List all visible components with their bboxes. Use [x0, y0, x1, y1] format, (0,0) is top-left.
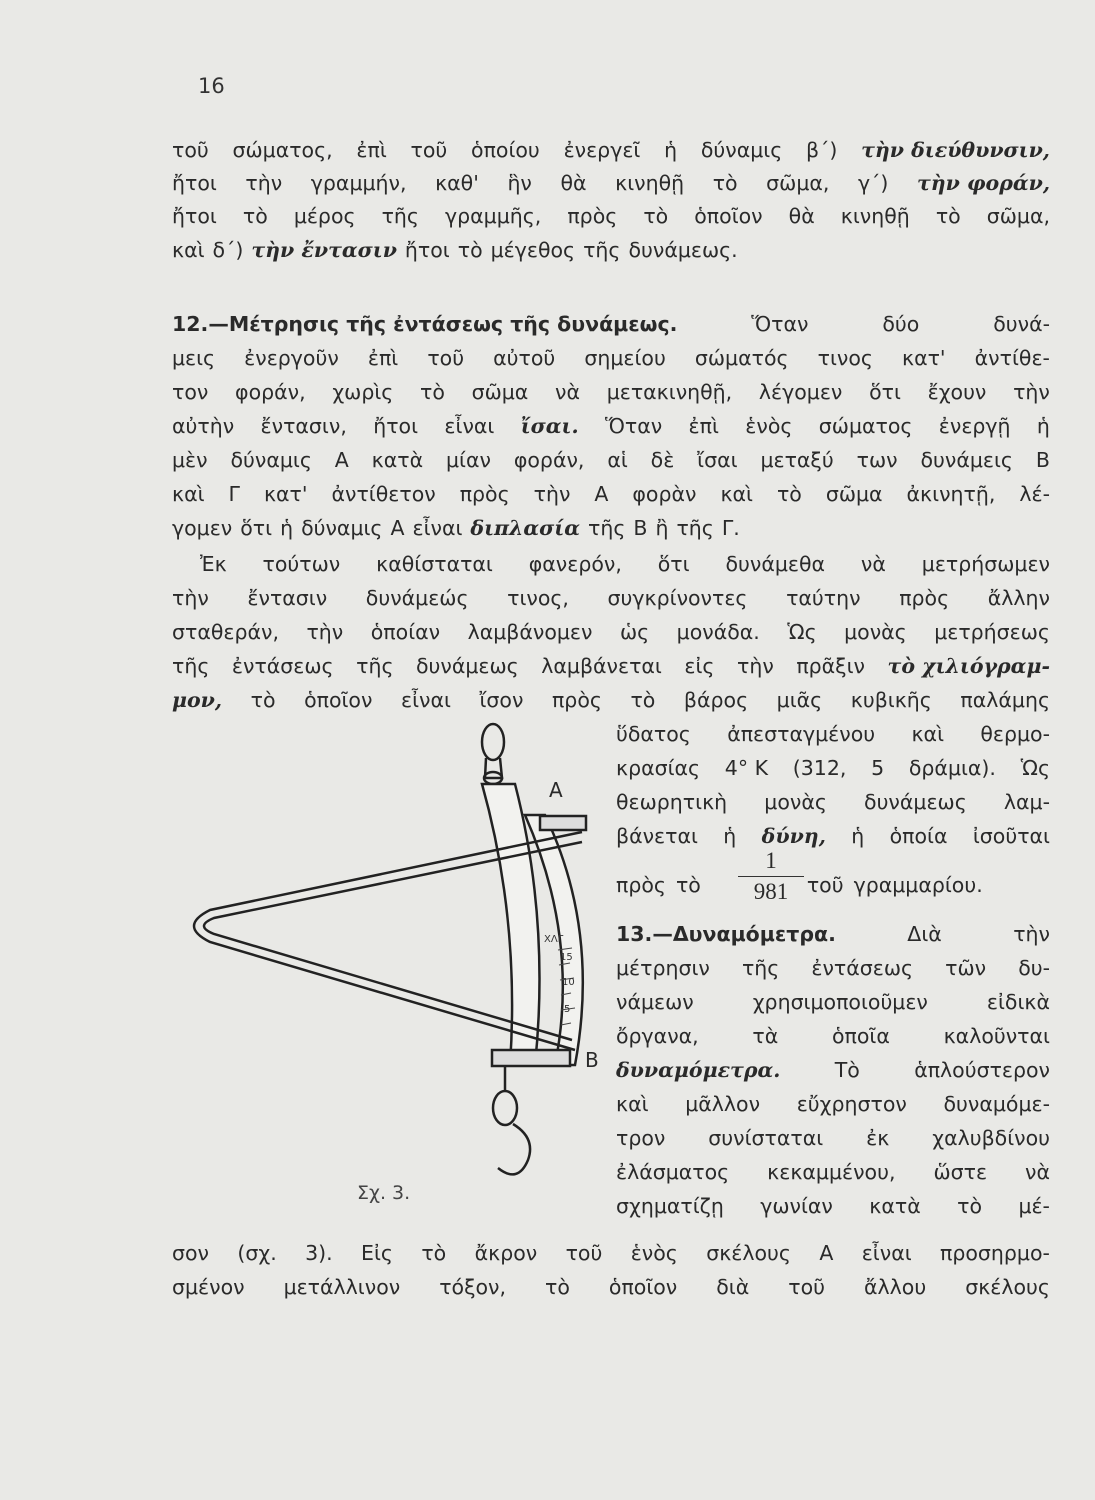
word: τὴν [1013, 922, 1050, 946]
word: ἁπλούστερον [914, 1058, 1050, 1082]
word: εὔχρηστον [796, 1092, 907, 1116]
word: μᾶλλον [685, 1092, 761, 1116]
word: καὶ [911, 722, 945, 746]
word: σῶμα [825, 482, 883, 506]
text-line [172, 581, 1050, 615]
word: ὅτι [240, 516, 273, 540]
word: κυβικῆς [850, 688, 932, 712]
word: σμένον [172, 1275, 245, 1299]
word: δυ- [1018, 956, 1050, 980]
word: προσηρμο- [940, 1241, 1050, 1265]
word: δυνάμεθα [725, 552, 826, 576]
word: κατὰ [371, 448, 424, 472]
word: ὁποῖον [694, 204, 763, 228]
word: ὄργανα, [616, 1024, 699, 1048]
label-a: Α [549, 778, 563, 802]
dynamometer-figure [180, 720, 600, 1190]
word: μονάδα. [676, 620, 760, 644]
text-line [172, 409, 1050, 443]
word: ὁποίου [471, 138, 540, 162]
word: Διὰ [907, 922, 942, 946]
word: 4° Κ [724, 756, 769, 780]
word: φανερόν, [528, 552, 622, 576]
word: αἱ [607, 448, 628, 472]
word: ἐντάσεως [811, 956, 914, 980]
word: κινηθῇ [840, 204, 910, 228]
word: Α [819, 1241, 834, 1265]
word: τοῦ [806, 873, 844, 897]
word: μέγεθος [490, 238, 576, 262]
word: φορὰν [632, 482, 697, 506]
word: συνίσταται [708, 1126, 824, 1150]
word: γομεν [172, 516, 233, 540]
word: διὰ [716, 1275, 750, 1299]
word: μεταξύ [760, 448, 834, 472]
word: τὴν διεύθυνσιν, [861, 138, 1050, 162]
word: ἀντίθε- [974, 346, 1050, 370]
word: ὅτι [869, 380, 901, 404]
word: εἰδικὰ [986, 990, 1050, 1014]
fraction-denominator: 981 [753, 879, 789, 904]
word: ἔντασιν, [260, 414, 347, 438]
word: δύναμις [700, 138, 783, 162]
word: τῶν [945, 956, 987, 980]
word: γ΄) [857, 171, 889, 195]
word: Γ [228, 482, 240, 506]
word: πρᾶξιν [796, 654, 865, 678]
word: τοῦ [172, 138, 209, 162]
word: τὸ [675, 873, 701, 897]
word: ἡ [280, 516, 294, 540]
word: δύναμις [230, 448, 312, 472]
text-line [172, 649, 1050, 683]
word: σώματός [694, 346, 789, 370]
word: παλάμης [960, 688, 1050, 712]
word: βάνεται [616, 824, 698, 848]
word: εἶναι [412, 516, 463, 540]
word: σον [172, 1241, 209, 1265]
text-line [172, 1270, 1050, 1304]
word: τινος [817, 346, 873, 370]
fraction-bar [738, 876, 804, 877]
text-line [616, 785, 1050, 819]
label-b: Β [585, 1048, 599, 1072]
word: τὴν [306, 620, 344, 644]
word: β΄) [805, 138, 838, 162]
word: ὅτι [657, 552, 690, 576]
word: δύνη, [761, 824, 826, 848]
text-line [616, 717, 1050, 751]
word: καὶ [720, 482, 753, 506]
word: λαμβάνεται [541, 654, 662, 678]
word: Ὡς [787, 620, 817, 644]
word: τὸ [957, 1194, 983, 1218]
text-line [616, 1087, 1050, 1121]
word: κρασίας [616, 756, 701, 780]
word: ὁποῖον [608, 1275, 678, 1299]
word: τρον [616, 1126, 666, 1150]
word: δυνάμεως [864, 790, 967, 814]
word: (312, [792, 756, 847, 780]
word: χωρὶς [332, 380, 394, 404]
word: ἐπὶ [367, 346, 399, 370]
word: καλοῦνται [943, 1024, 1050, 1048]
word: τὸ [242, 204, 268, 228]
word: σταθεράν, [172, 620, 279, 644]
word: χαλυβδίνου [932, 1126, 1050, 1150]
word: φοράν, [513, 448, 585, 472]
word: ἢ [655, 516, 669, 540]
word: μετρήσωμεν [921, 552, 1050, 576]
word: δυναμόμετρα. [616, 1058, 781, 1082]
word: τὴν [736, 654, 774, 678]
word: σῶμα, [986, 204, 1050, 228]
text-line [200, 547, 1050, 581]
word: ἡ [664, 138, 678, 162]
word: τὸ [545, 1275, 570, 1299]
word: κεκαμμένου, [767, 1160, 896, 1184]
word: δράμια). [908, 756, 996, 780]
word: ἐπὶ [356, 138, 387, 162]
word: εἶναι [861, 1241, 912, 1265]
text-line [616, 868, 1050, 902]
word: ὁποῖον [304, 688, 373, 712]
word: ἤτοι [373, 414, 419, 438]
word: τῆς [583, 238, 621, 262]
word: συγκρίνοντες [607, 586, 748, 610]
word: τὸ [421, 1241, 447, 1265]
scale-mark: 5 [564, 1004, 571, 1015]
word: 3). [305, 1241, 333, 1265]
word: φοράν, [235, 380, 306, 404]
word: μον, [172, 688, 223, 712]
word: των [856, 448, 898, 472]
word: ἴσαι. [520, 414, 579, 438]
word: θεωρητικὴ [616, 790, 728, 814]
word: ἄλλου [864, 1275, 927, 1299]
word: μονὰς [844, 620, 907, 644]
word: εἰς [684, 654, 715, 678]
word: ἣν [507, 171, 532, 195]
word: τὸ [712, 171, 738, 195]
word: Εἰς [361, 1241, 393, 1265]
word: ἡ [1036, 414, 1050, 438]
word: ἀκινητῇ, [906, 482, 996, 506]
word: τῆς [381, 204, 419, 228]
word: τούτων [262, 552, 341, 576]
hook-ring [493, 1091, 517, 1125]
arm-b-clamp [492, 1050, 570, 1066]
word: ἡ [723, 824, 737, 848]
word: ὁποῖα [831, 1024, 890, 1048]
word: τῆς [676, 516, 714, 540]
word: Α [390, 516, 405, 540]
word: μετρήσεως [934, 620, 1050, 644]
word: δυνάμεις [920, 448, 1013, 472]
word: τοῦ [565, 1241, 603, 1265]
word: τὰ [752, 1024, 779, 1048]
scale-unit: ΧΛΓ [544, 934, 564, 945]
word: ἐνεργῇ [938, 414, 1011, 438]
word: χρησιμοποιοῦμεν [752, 990, 928, 1014]
word: κατὰ [869, 1194, 921, 1218]
hook [498, 1124, 530, 1174]
text-line [172, 1236, 1050, 1270]
word: κατ' [902, 346, 946, 370]
text-line [172, 511, 1050, 545]
word: νὰ [1025, 1160, 1050, 1184]
word: ἄλλην [987, 586, 1050, 610]
word: τῆς [356, 654, 394, 678]
text-line [616, 917, 1050, 951]
word: λέ- [1019, 482, 1050, 506]
word: τινος, [507, 586, 569, 610]
word: τῆς [741, 956, 780, 980]
figure-caption: Σχ. 3. [357, 1182, 411, 1204]
word: τῆς [587, 516, 626, 540]
word: τὸ [935, 204, 961, 228]
word: μέρος [293, 204, 356, 228]
word: ἰσοῦται [972, 824, 1050, 848]
word: αὐτοῦ [493, 346, 556, 370]
word: πρὸς [899, 586, 950, 610]
word: τὸ [250, 688, 276, 712]
word: σχηματίζῃ [616, 1194, 724, 1218]
word: μίαν [446, 448, 491, 472]
text-line [172, 443, 1050, 477]
text-line [616, 1019, 1050, 1053]
word: γραμμαρίου. [853, 873, 983, 897]
word: νὰ [860, 552, 886, 576]
word: καὶ [172, 482, 205, 506]
word: πρὸς [567, 204, 618, 228]
word: Ὅταν [751, 312, 809, 336]
scale-mark: 15 [560, 952, 573, 963]
word: πρὸς [459, 482, 510, 506]
word: ἐπὶ [688, 414, 719, 438]
text-line [172, 233, 1050, 267]
word: διπλασία [470, 516, 580, 540]
word: δύναμις [301, 516, 383, 540]
word: Ὡς [1020, 756, 1050, 780]
word: ἴσον [479, 688, 524, 712]
text-line [172, 133, 1050, 167]
text-line [172, 683, 1050, 717]
word: σκέλους [706, 1241, 791, 1265]
word: τὸ [457, 238, 483, 262]
word: Α [594, 482, 609, 506]
word: δυναμόμε- [943, 1092, 1050, 1116]
word: (σχ. [237, 1241, 277, 1265]
page-number: 16 [198, 74, 225, 98]
word: λαμ- [1003, 790, 1050, 814]
word: αὐτὴν [172, 414, 235, 438]
word: ἤτοι [172, 171, 217, 195]
word: ἴσαι [697, 448, 738, 472]
word: σκέλους [965, 1275, 1050, 1299]
word: γωνίαν [760, 1194, 833, 1218]
word: δὲ [650, 448, 675, 472]
text-line [616, 819, 1050, 853]
word: σώματος, [232, 138, 333, 162]
word: τὴν ἔντασιν [251, 238, 397, 262]
word: νάμεων [616, 990, 694, 1014]
word: εἶναι [400, 688, 451, 712]
word: τοῦ [788, 1275, 826, 1299]
word: 5 [871, 756, 885, 780]
word: καὶ [172, 238, 205, 262]
word: τὸ [776, 482, 802, 506]
word: δ΄) [212, 238, 244, 262]
word: τὴν [245, 171, 283, 195]
word: ἀπεσταγμένου [727, 722, 876, 746]
text-line [616, 951, 1050, 985]
word: θερμο- [980, 722, 1050, 746]
word: ἑνὸς [630, 1241, 678, 1265]
word: εἶναι [444, 414, 495, 438]
word: τόξον, [439, 1275, 507, 1299]
word: θὰ [560, 171, 587, 195]
word: Β [1035, 448, 1050, 472]
word: Α [334, 448, 349, 472]
word: τὴν [172, 586, 209, 610]
word: δύο [882, 312, 920, 336]
word: λέγομεν [758, 380, 843, 404]
word: μεις [172, 346, 216, 370]
word: ἡ [851, 824, 865, 848]
word: σώματος [818, 414, 913, 438]
word: Τὸ [834, 1058, 860, 1082]
word: 13.—Δυναμόμετρα. [616, 922, 836, 946]
word: σῶμα [471, 380, 529, 404]
text-line [616, 985, 1050, 1019]
word: μονὰς [764, 790, 827, 814]
word: 12.—Μέτρησις τῆς ἐντάσεως τῆς δυνάμεως. [172, 312, 678, 336]
word: ἐκ [866, 1126, 890, 1150]
text-line [172, 477, 1050, 511]
word: τοῦ [427, 346, 465, 370]
word: καθ' [435, 171, 479, 195]
word: ταύτην [786, 586, 861, 610]
word: τῆς [172, 654, 210, 678]
word: καὶ [616, 1092, 649, 1116]
word: δυνά- [993, 312, 1050, 336]
word: ὥστε [933, 1160, 988, 1184]
word: τὸ [630, 688, 656, 712]
word: τὴν [1013, 380, 1050, 404]
text-line [172, 166, 1050, 200]
word: ἑνὸς [745, 414, 793, 438]
word: μέ- [1018, 1194, 1050, 1218]
word: ἔχουν [927, 380, 987, 404]
word: μὲν [172, 448, 208, 472]
word: τον [172, 380, 209, 404]
text-line [172, 615, 1050, 649]
text-line [616, 1189, 1050, 1223]
word: ὡς [619, 620, 650, 644]
word: τὴν φοράν, [916, 171, 1050, 195]
text-line [616, 1121, 1050, 1155]
word: δυνάμεως. [628, 238, 738, 262]
top-ring [482, 724, 504, 760]
word: δυνάμεώς [365, 586, 469, 610]
word: Β [633, 516, 648, 540]
word: ἔντασιν [247, 586, 328, 610]
word: ἐνεργεῖ [563, 138, 641, 162]
word: ἄκρον [474, 1241, 538, 1265]
word: σῶμα, [766, 171, 830, 195]
word: ὁποία [889, 824, 948, 848]
word: γραμμήν, [310, 171, 407, 195]
word: μετάλλινον [283, 1275, 401, 1299]
word: ἤτοι [404, 238, 450, 262]
word: μέτρησιν [616, 956, 710, 980]
word: λαμβάνομεν [467, 620, 593, 644]
word: μετακινηθῇ, [606, 380, 733, 404]
word: ἀντίθετον [331, 482, 436, 506]
word: καθίσταται [376, 552, 493, 576]
text-line [172, 375, 1050, 409]
word: ἐνεργοῦν [244, 346, 339, 370]
word: κατ' [263, 482, 308, 506]
arm-a-clamp [540, 816, 586, 830]
word: γραμμῆς, [445, 204, 542, 228]
word: ἐλάσματος [616, 1160, 730, 1184]
text-line [172, 341, 1050, 375]
word: Ἐκ [200, 552, 227, 576]
word: θὰ [788, 204, 815, 228]
text-line [172, 199, 1050, 233]
text-line [616, 1053, 1050, 1087]
word: νὰ [555, 380, 580, 404]
word: ἤτοι [172, 204, 217, 228]
word: ἐντάσεως [231, 654, 334, 678]
scale-mark: 10 [562, 977, 575, 988]
word: τὸ [643, 204, 669, 228]
text-line [172, 307, 1050, 341]
text-line [616, 1155, 1050, 1189]
word: σημείου [584, 346, 666, 370]
word: μιᾶς [776, 688, 823, 712]
word: τοῦ [410, 138, 448, 162]
word: Γ. [721, 516, 740, 540]
word: πρὸς [616, 873, 666, 897]
word: πρὸς [551, 688, 602, 712]
fraction-numerator: 1 [765, 848, 777, 873]
word: τὴν [533, 482, 571, 506]
word: τὸ [420, 380, 445, 404]
word: τὸ χιλιόγραμ- [887, 654, 1050, 678]
text-line [616, 751, 1050, 785]
fraction [738, 848, 804, 905]
word: Ὅταν [604, 414, 663, 438]
word: κινηθῇ [615, 171, 685, 195]
word: ὕδατος [616, 722, 691, 746]
word: βάρος [683, 688, 749, 712]
word: ὁποίαν [370, 620, 441, 644]
word: δυνάμεως [416, 654, 519, 678]
